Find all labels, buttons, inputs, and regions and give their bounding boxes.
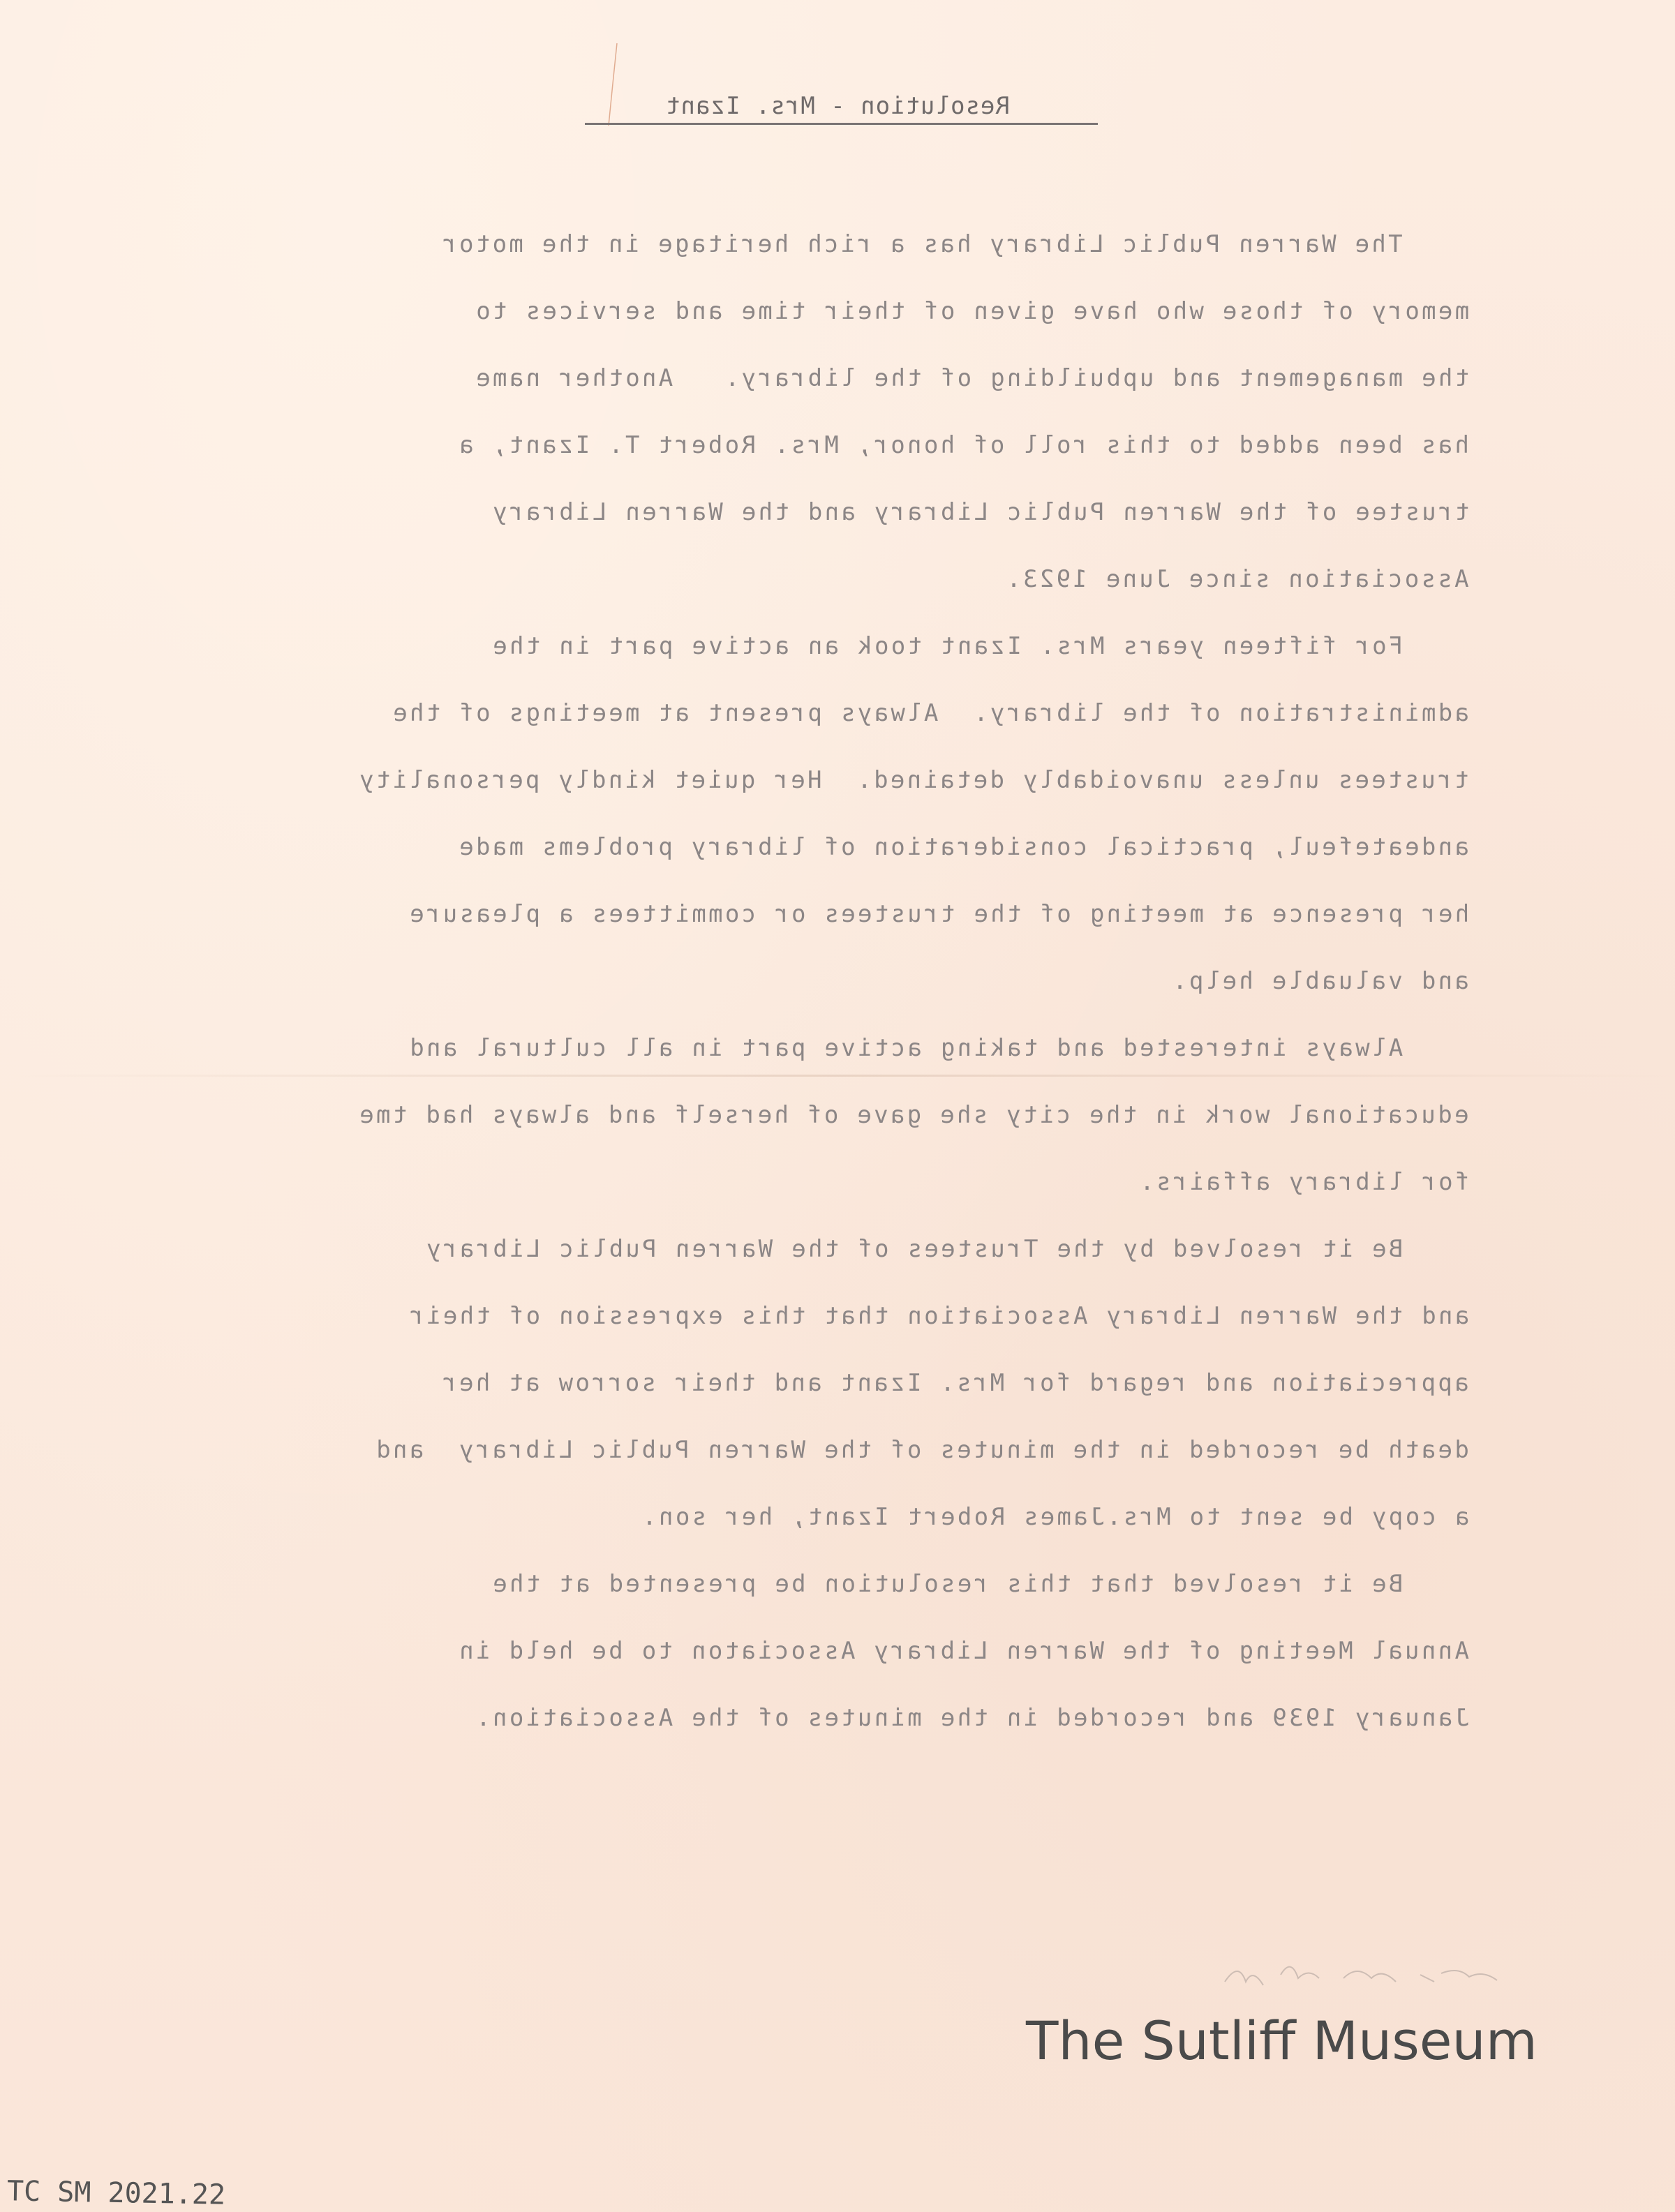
body-line: Always interested and taking active part in all cultural and	[407, 1034, 1403, 1062]
body-line: has been added to this roll of honor, Mrs. Robert T. Izant, a	[457, 431, 1469, 459]
body-line: Be it resolved that this resolution be presented at the	[490, 1570, 1403, 1598]
body-line: The Warren Public Library has a rich heritage in the motor	[440, 230, 1403, 258]
body-line: and valuable help.	[1170, 967, 1469, 995]
accession-number: TC SM 2021.22	[6, 2175, 226, 2211]
body-line: Be it resolved by the Trustees of the Warren Public Library	[424, 1235, 1403, 1263]
title-underline	[585, 123, 1098, 125]
pencil-annotation	[1218, 1954, 1539, 1996]
body-line: trustees unless unavoidably detained. Her quiet kindly personality	[357, 766, 1469, 794]
body-line: Association since June 1923.	[1004, 565, 1469, 593]
body-line: educational work in the city she gave of herself and always had tme	[357, 1101, 1469, 1129]
museum-watermark: The Sutliff Museum	[1026, 2010, 1538, 2072]
paper-fold-line	[0, 1075, 1675, 1077]
body-line: her presence at meeting of the trustees or committees a pleasure	[407, 900, 1469, 928]
body-line: death be recorded in the minutes of the Warren Public Library and	[374, 1436, 1469, 1464]
body-line: and the Warren Library Association that this expression of their	[407, 1302, 1469, 1330]
document-title: Resolution - Mrs. Izant	[665, 92, 1010, 120]
body-line: appreciation and regard for Mrs. Izant and their sorrow at her	[440, 1369, 1469, 1397]
paper-crease-mark	[600, 42, 628, 140]
body-line: January 1939 and recorded in the minutes of the Association.	[473, 1704, 1469, 1732]
body-line: memory of those who have given of their time and services to	[473, 297, 1469, 325]
body-line: For fifteen years Mrs. Izant took an active part in the	[490, 632, 1403, 660]
body-line: for library affairs.	[1137, 1168, 1469, 1196]
body-line: a copy be sent to Mrs.James Robert Izant, her son.	[639, 1503, 1469, 1531]
body-line: trustee of the Warren Public Library and the Warren Library	[490, 498, 1469, 526]
body-line: andeatefeul, practical consideration of library problems made	[457, 833, 1469, 861]
body-line: administration of the library. Always present at meetings of the	[390, 699, 1469, 727]
body-line: Annual Meeting of the Warren Library Associaton to be held in	[457, 1637, 1469, 1665]
body-line: the management and upbuilding of the library. Another name	[473, 364, 1469, 392]
